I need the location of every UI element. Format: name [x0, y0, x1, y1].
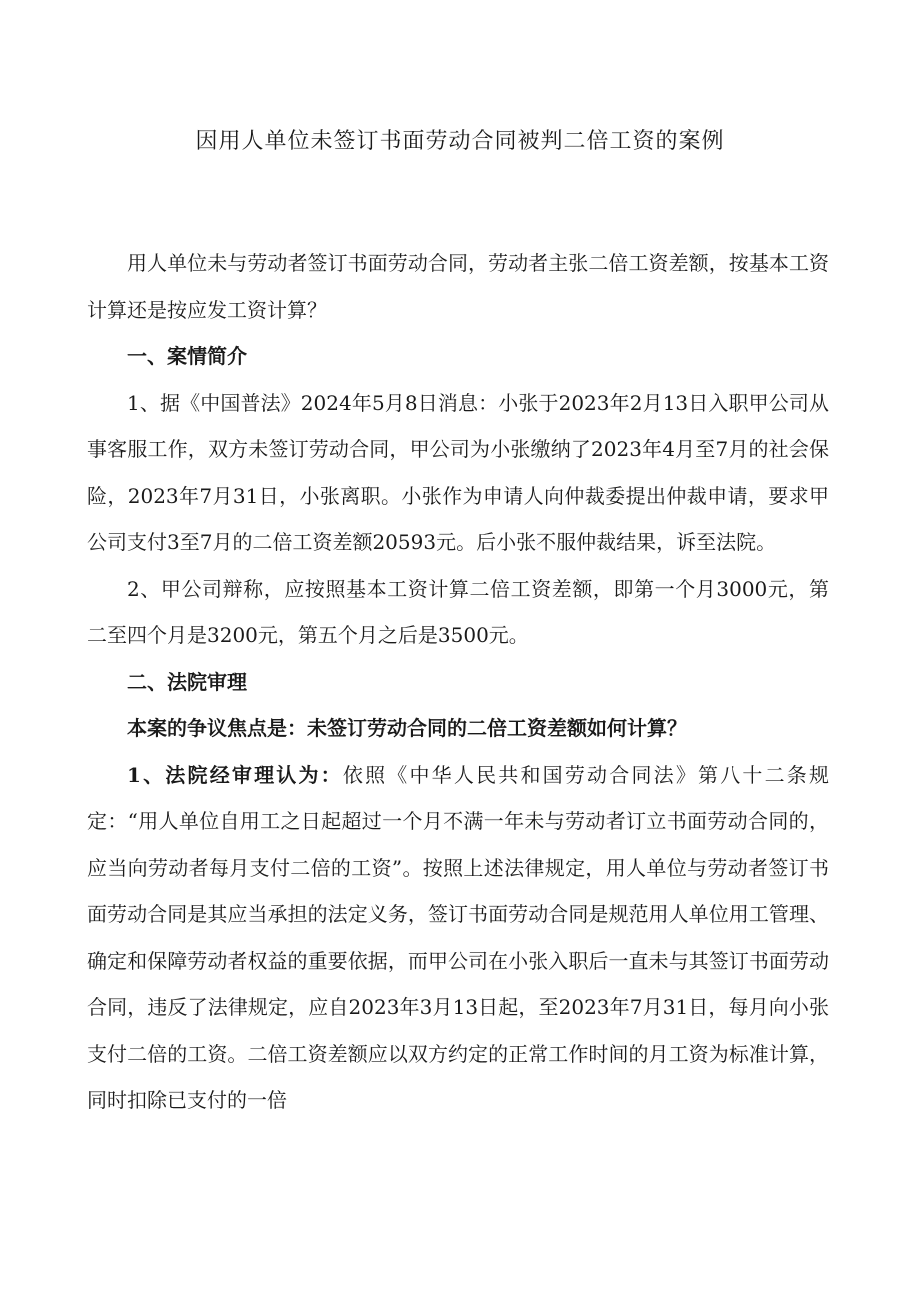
dispute-focus: 本案的争议焦点是：未签订劳动合同的二倍工资差额如何计算？	[127, 716, 687, 740]
court-paragraph-lead: 1、法院经审理认为：	[127, 762, 343, 787]
court-paragraph-1	[87, 752, 829, 1124]
intro-paragraph: 用人单位未与劳动者签订书面劳动合同，劳动者主张二倍工资差额，按基本工资计算还是按应发工资计算？	[87, 251, 829, 322]
section-heading-case-summary: 一、案情简介	[127, 344, 247, 368]
case-paragraph-2: 2、甲公司辩称，应按照基本工资计算二倍工资差额，即第一个月3000元，第二至四个月是3200元，第五个月之后是3500元。	[87, 576, 829, 647]
court-paragraph-text: 依照《中华人民共和国劳动合同法》第八十二条规定：“用人单位自用工之日起超过一个月不满一年未与劳动者订立书面劳动合同的，应当向劳动者每月支付二倍的工资”。按照上述法律规定，用人单位与劳动者签订书面劳动合同是其应当承担的法定义务，签订书面劳动合同是规范用人单位用工管理、确定和保障劳动者权益的重要依据，而甲公司在小张入职后一直未与其签订书面劳动合同，违反了法律规定，应自2023年3月13日起，至2023年7月31日，每月向小张支付二倍的工资。二倍工资差额应以双方约定的正常工作时间的月工资为标准计算，同时扣除已支付的一倍	[87, 762, 830, 1112]
document-body	[87, 240, 829, 1124]
document-title: 因用人单位未签订书面劳动合同被判二倍工资的案例	[195, 129, 725, 154]
case-paragraph-1: 1、据《中国普法》2024年5月8日消息：小张于2023年2月13日入职甲公司从事客服工作，双方未签订劳动合同，甲公司为小张缴纳了2023年4月至7月的社会保险，2023年7月31日，小张离职。小张作为申请人向仲裁委提出仲裁申请，要求甲公司支付3至7月的二倍工资差额20593元。后小张不服仲裁结果，诉至法院。	[87, 390, 829, 554]
section-heading-court-review: 二、法院审理	[127, 669, 247, 694]
